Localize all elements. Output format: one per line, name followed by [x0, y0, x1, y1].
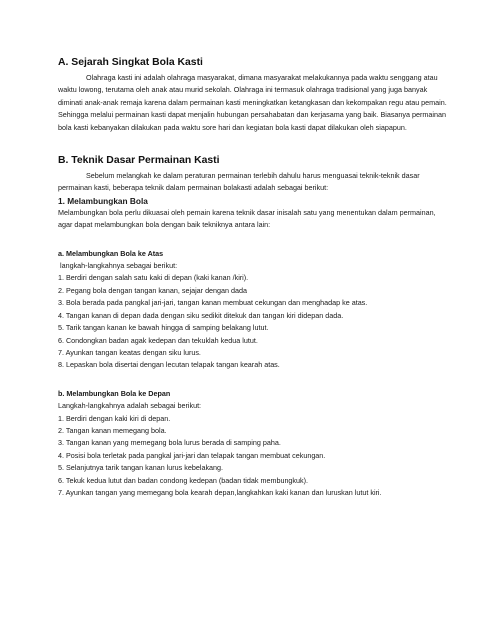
- list-item: 7. Ayunkan tangan yang memegang bola kearah depan,langkahkan kaki kanan dan luruskan lutut kiri.: [58, 487, 382, 497]
- list-item: 2. Tangan kanan memegang bola.: [58, 425, 167, 435]
- subsection-1-heading: 1. Melambungkan Bola: [58, 195, 148, 206]
- part-a-heading: a. Melambungkan Bola ke Atas: [58, 248, 164, 258]
- list-item: 4. Posisi bola terletak pada pangkal jari-jari dan telapak tangan membuat cekungan.: [58, 450, 326, 460]
- section-b-intro: Sebelum melangkah ke dalam peraturan permainan terlebih dahulu harus menguasai teknik-teknik dasar permainan kasti, beberapa teknik dalam permainan bolakasti adalah sebagai berikut:: [58, 171, 420, 193]
- document-content: [58, 56, 448, 499]
- list-item: 2. Pegang bola dengan tangan kanan, sejajar dengan dada: [58, 285, 248, 295]
- list-item: 8. Lepaskan bola disertai dengan lecutan telapak tangan kearah atas.: [58, 360, 280, 370]
- part-a-steps: [58, 272, 448, 371]
- list-item: 3. Tangan kanan yang memegang bola lurus berada di samping paha.: [58, 438, 281, 448]
- list-item: 5. Tarik tangan kanan ke bawah hingga di samping belakang lutut.: [58, 323, 269, 333]
- list-item: 6. Tekuk kedua lutut dan badan condong kedepan (badan tidak membungkuk).: [58, 475, 309, 485]
- list-item: 5. Selanjutnya tarik tangan kanan lurus kebelakang.: [58, 463, 224, 473]
- part-b-steps: [58, 413, 448, 500]
- list-item: 1. Berdiri dengan salah satu kaki di depan (kaki kanan /kiri).: [58, 273, 249, 283]
- part-b-heading: b. Melambungkan Bola ke Depan: [58, 388, 171, 398]
- list-item: 6. Condongkan badan agak kedepan dan tekuklah kedua lutut.: [58, 335, 258, 345]
- list-item: 3. Bola berada pada pangkal jari-jari, tangan kanan membuat cekungan dan menghadap ke atas.: [58, 298, 368, 308]
- section-a-heading: A. Sejarah Singkat Bola Kasti: [58, 57, 203, 68]
- section-b-heading: B. Teknik Dasar Permainan Kasti: [58, 155, 220, 167]
- section-a-paragraph: Olahraga kasti ini adalah olahraga masyarakat, dimana masyarakat melakukannya pada waktu senggang atau waktu lowong, terutama oleh anak atau murid sekolah. Olahraga ini termasuk olahraga tradisional yang juga banyak diminati anak-anak remaja karena dalam permainan kasti meningkatkan ketangkasan dan kekompakan regu atau pemain. Sehingga melalui permainan kasti dapat menjalin hubungan persahabatan dan kerjasama yang baik. Biasanya permainan bola kasti kebanyakan dilakukan pada waktu sore hari dan kegiatan bola kasti dapat dilakukan oleh siapapun.: [58, 73, 447, 132]
- list-item: 1. Berdiri dengan kaki kiri di depan.: [58, 413, 171, 423]
- list-item: 7. Ayunkan tangan keatas dengan siku lurus.: [58, 347, 201, 357]
- part-a-intro: langkah-langkahnya sebagai berikut:: [60, 261, 178, 271]
- list-item: 4. Tangan kanan di depan dada dengan siku sedikit ditekuk dan tangan kiri didepan dada.: [58, 310, 344, 320]
- part-b-intro: Langkah-langkahnya adalah sebagai berikut:: [58, 401, 202, 411]
- subsection-1-text: Melambungkan bola perlu dikuasai oleh pemain karena teknik dasar inisalah satu yang menentukan dalam permainan, agar dapat melambungkan bola dengan baik tekniknya antara lain:: [58, 207, 436, 230]
